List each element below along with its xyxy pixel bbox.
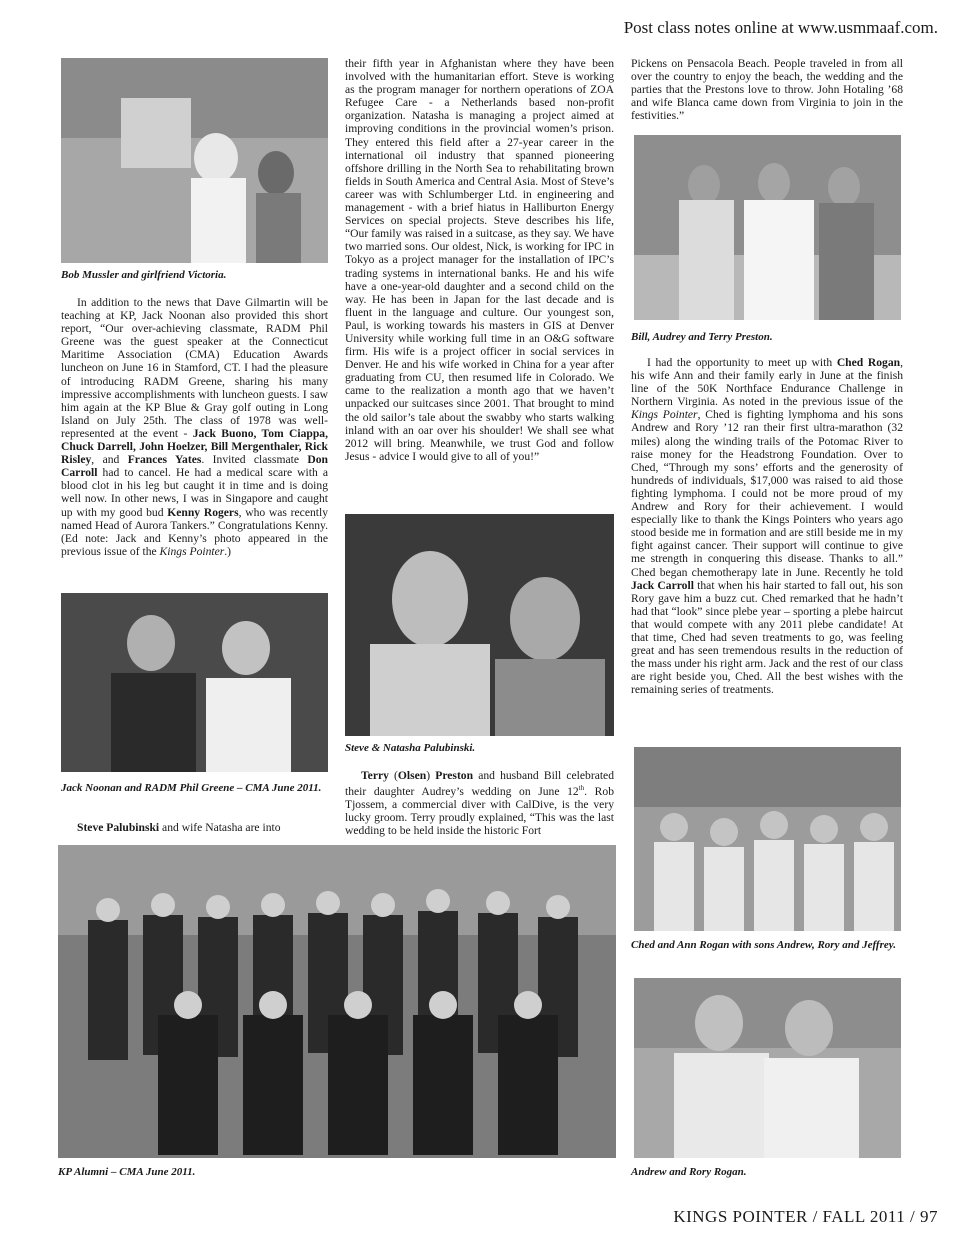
caption-steve: Steve & Natasha Palubinski. [345,742,476,754]
photo-andrew-rory [634,978,901,1158]
photo-preston-wedding [634,135,901,320]
caption-bob: Bob Mussler and girlfriend Victoria. [61,269,227,281]
column-3-text-2: I had the opportunity to meet up with Ched Rogan, his wife Ann and their family early in June at the finish line of the 50K Northface Endurance Challenge in Northern Virginia. As noted in the previous issue of the Kings Pointer, Ched is fighting lymphoma and his sons Andrew and Rory ’12 ran their first ultra-marathon (32 miles) along the winding trails of the Potomac River to raise money for the Headstrong Foundation. Over to Ched, “Through my sons’ efforts and the generosity of hundreds of individuals, $17,000 was raised to aid those fighting lymphoma. I could not be more proud of my Andrew and Rory for their achievement. I would especially like to thank the Kings Pointers who years ago stood beside me in formation and are still beside me in my fight against cancer. Their support will continue to give me strength in conquering this disease. Thanks to all.” Ched began chemotherapy late in June. Recently he told Jack Carroll that when his hair started to fall out, his son Rory gave him a buzz cut. Ched remarked that he hadn’t had that “look” since plebe year – sporting a plebe haircut that would compete with any 2011 plebe candidate! At that time, Ched had seven treatments to go, was feeling great and has seen tremendous results in the reduction of the mass under his right arm. Jack and the rest of our class are right beside you, Ched. All the best wishes with the remaining series of treatments. [631,356,904,697]
caption-andrew: Andrew and Rory Rogan. [631,1166,747,1178]
column-2-text: their fifth year in Afghanistan where they have been involved with the humanitarian effort. Steve is working as the program manager for northern operations of ZOA Refugee Care - a Netherlands based non-profit organization. Natasha is managing a project aimed at improving conditions in the provincial women’s prison. They entered this field after a 27-year career in the international oil industry that spanned pioneering offshore drilling in the North Sea to rehabilitating brown fields in South America and Central Asia. Most of Steve’s career was with Schlumberger Ltd. in engineering and management - with a brief hiatus in Halliburton Energy Services on special projects. Steve describes his life, “Our family was raised in a suitcase, as they say. We have two married sons. Our oldest, Nick, is working for IPC in Tokyo as a project manager for the installation of IPC’s trading systems in international banks. He and his wife have a one-year-old daughter and a second child on the way. He has been in Japan for the last decade and is fluent in the language and culture. Our youngest son, Paul, is working towards his masters in GIS at Denver University while working full time in an O&G software firm. His wife is a project officer in social services in Denver. He and his wife worked in China for a year after graduating from CU, then resumed life in Colorado. We came to the realization a month ago that we haven’t unpacked our suitcases since 2001. That brought to mind the old sailor’s tale about the swabby who starts walking inland with an oar over his shoulder! We shall see what 2012 will bring. Meanwhile, we trust God and follow Jesus - advice I would give to all of you!” [345,57,614,463]
photo-rogan-family [634,747,901,931]
column-3-text: Pickens on Pensacola Beach. People traveled in from all over the country to enjoy the beach, the wedding and the parties that the Prestons love to throw. John Hotaling ’68 and wife Blanca came down from Virginia to join in the festivities.” [631,57,903,123]
photo-steve-natasha [345,514,614,736]
column-2-text-2: Terry (Olsen) Preston and husband Bill celebrated their daughter Audrey’s wedding on June 12th. Rob Tjossem, a commercial diver with CalDive, is the very lucky groom. Terry proudly explained, “This was the last wedding to be held inside the historic Fort [345,769,614,838]
photo-kp-alumni [58,845,616,1158]
column-1-text: In addition to the news that Dave Gilmartin will be teaching at KP, Jack Noonan also provided this short report, “Our over-achieving classmate, RADM Phil Greene was the guest speaker at the Connecticut Maritime Association (CMA) Education Awards luncheon on June 16 in Stamford, CT. I had the pleasure of introducing RADM Greene, sharing his many impressive accomplishments with luncheon guests. I saw him again at the KP Blue & Gray golf outing in Long Island on July 25th. The class of 1978 was well-represented at the event - Jack Buono, Tom Ciappa, Chuck Darrell, John Hoelzer, Bill Mergenthaler, Rick Risley, and Frances Yates. Invited classmate Don Carroll had to cancel. He had a medical scare with a blood clot in his leg but caught it in time and is doing well now. In other news, I was in Singapore and caught up with my good bud Kenny Rogers, who was recently named Head of Aurora Tankers.” Congratulations Kenny. (Ed note: Jack and Kenny’s photo appeared in the previous issue of the Kings Pointer.) [61,296,328,558]
caption-bill: Bill, Audrey and Terry Preston. [631,331,773,343]
footer-page-number: KINGS POINTER / FALL 2011 / 97 [673,1207,938,1226]
caption-alumni: KP Alumni – CMA June 2011. [58,1166,196,1178]
column-1-text-2: Steve Palubinski and wife Natasha are into [77,821,281,834]
header-note: Post class notes online at www.usmmaaf.com. [623,18,938,37]
photo-bob-mussler [61,58,328,263]
photo-jack-noonan [61,593,328,772]
caption-jack: Jack Noonan and RADM Phil Greene – CMA June 2011. [61,782,322,794]
caption-ched: Ched and Ann Rogan with sons Andrew, Rory and Jeffrey. [631,939,896,951]
